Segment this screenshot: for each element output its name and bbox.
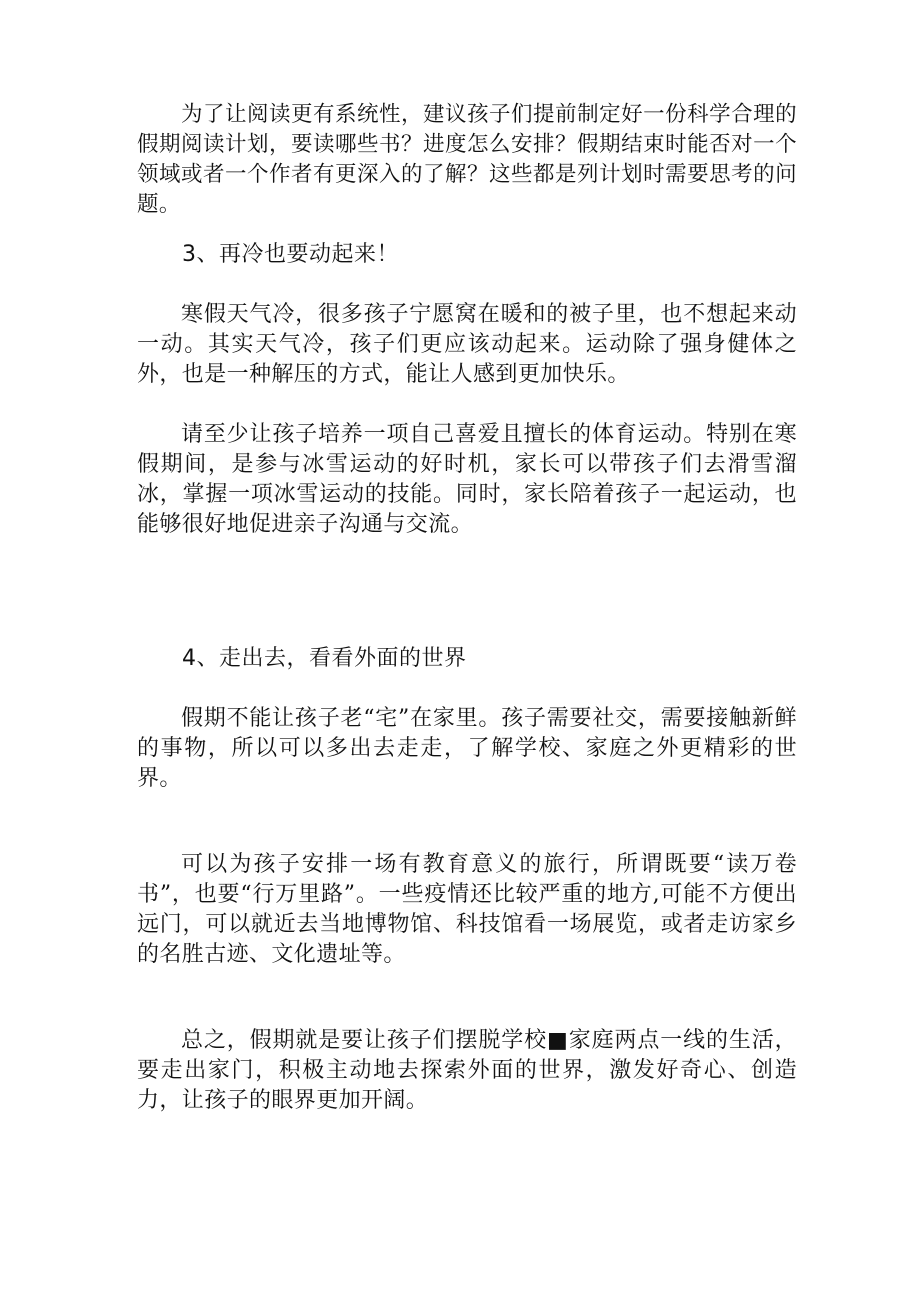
paragraph-travel: 可以为孩子安排一场有教育意义的旅行，所谓既要“读万卷书”，也要“行万里路”。一些疫情还比较严重的地方,可能不方便出远门，可以就近去当地博物馆、科技馆看一场展览，或者走访家乡的名胜古迹、文化遗址等。	[137, 852, 797, 967]
paragraph-reading-plan: 为了让阅读更有系统性，建议孩子们提前制定好一份科学合理的假期阅读计划，要读哪些书？进度怎么安排？假期结束时能否对一个领域或者一个作者有更深入的了解？这些都是列计划时需要思考的问题。	[137, 102, 797, 217]
section-heading-exercise: 3、再冷也要动起来！	[182, 242, 399, 267]
paragraph-stay-home: 假期不能让孩子老“宅”在家里。孩子需要社交，需要接触新鲜的事物，所以可以多出去走走，了解学校、家庭之外更精彩的世界。	[137, 706, 797, 791]
paragraph-conclusion: 总之，假期就是要让孩子们摆脱学校■家庭两点一线的生活，要走出家门，积极主动地去探索外面的世界，激发好奇心、创造力，让孩子的眼界更加开阔。	[137, 1028, 797, 1113]
paragraph-cold-weather: 寒假天气冷，很多孩子宁愿窝在暖和的被子里，也不想起来动一动。其实天气冷，孩子们更应该动起来。运动除了强身健体之外，也是一种解压的方式，能让人感到更加快乐。	[137, 302, 797, 387]
section-heading-go-out: 4、走出去，看看外面的世界	[182, 646, 467, 671]
paragraph-sports: 请至少让孩子培养一项自己喜爱且擅长的体育运动。特别在寒假期间，是参与冰雪运动的好时机，家长可以带孩子们去滑雪溜冰，掌握一项冰雪运动的技能。同时，家长陪着孩子一起运动，也能够很好地促进亲子沟通与交流。	[137, 422, 797, 537]
